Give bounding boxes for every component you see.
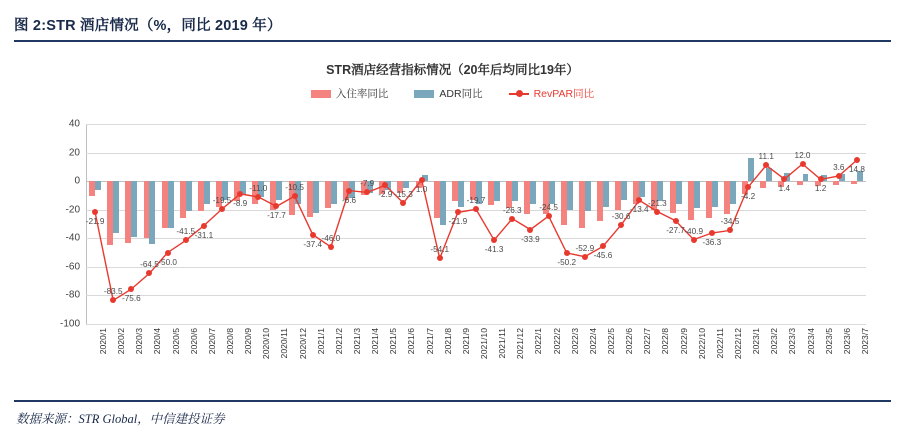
data-label: -40.9 [684, 226, 704, 236]
source-divider [14, 400, 891, 402]
data-point-marker [273, 203, 279, 209]
data-label: -19.5 [212, 196, 232, 205]
data-label: 14.8 [848, 165, 865, 174]
y-axis-tick-label: -60 [65, 261, 80, 273]
data-point-marker [328, 244, 334, 250]
data-point-marker [745, 184, 751, 190]
data-label: 3.6 [833, 163, 845, 172]
y-axis-tick-label: 0 [74, 175, 80, 187]
x-axis-tick-label: 2021/6 [406, 328, 417, 355]
data-label: -4.2 [741, 192, 756, 202]
legend-item-adr [414, 86, 482, 101]
x-axis-tick-label: 2023/6 [841, 328, 852, 355]
x-axis-tick-label: 2022/1 [533, 328, 544, 355]
data-point-marker [437, 255, 443, 261]
x-axis-tick-label: 2020/1 [98, 328, 109, 355]
data-point-marker [255, 194, 261, 200]
gridline [86, 324, 866, 325]
data-point-marker [92, 209, 98, 215]
y-axis-tick-label: -100 [59, 318, 80, 330]
x-axis-tick-label: 2021/9 [460, 328, 471, 355]
data-point-marker [636, 197, 642, 203]
data-point-marker [455, 209, 461, 215]
data-point-marker [654, 209, 660, 215]
x-axis-tick-label: 2021/3 [352, 328, 363, 355]
data-label: 11.1 [758, 152, 774, 162]
source-note: 数据来源：STR Global，中信建投证券 [16, 412, 225, 426]
x-axis-tick-label: 2021/7 [424, 328, 435, 355]
data-label: 1.4 [778, 184, 791, 194]
x-axis-tick-label: 2021/12 [515, 328, 526, 360]
data-label: -41.3 [484, 245, 504, 255]
x-axis-tick-label: 2023/4 [805, 328, 816, 355]
legend-label-occupancy: 入住率同比 [335, 88, 389, 100]
chart-area [14, 44, 891, 396]
data-point-marker [382, 182, 388, 188]
data-point-marker [292, 193, 298, 199]
x-axis-tick-label: 2022/12 [732, 328, 743, 360]
x-axis-tick-label: 2022/2 [551, 328, 562, 355]
data-point-marker [800, 161, 806, 167]
data-point-marker [128, 286, 134, 292]
data-point-marker [763, 162, 769, 168]
x-axis-tick-label: 2020/6 [188, 328, 199, 355]
legend-label-adr: ADR同比 [439, 88, 483, 100]
x-axis-tick-label: 2021/2 [333, 328, 344, 355]
x-axis-labels [86, 328, 870, 394]
data-label: -6.6 [341, 195, 357, 205]
x-axis-tick-label: 2021/5 [388, 328, 399, 355]
data-point-marker [727, 227, 733, 233]
y-axis-tick-label: -40 [65, 232, 80, 244]
data-label: -50.2 [557, 257, 577, 267]
legend-label-revpar: RevPAR同比 [533, 88, 595, 100]
data-point-marker [491, 237, 497, 243]
chart-legend [14, 86, 891, 101]
data-point-marker [781, 176, 787, 182]
data-point-marker [582, 254, 588, 260]
data-label: -45.6 [593, 251, 613, 261]
x-axis-tick-label: 2022/8 [660, 328, 671, 355]
data-label: -52.9 [575, 243, 595, 253]
page-title: 图 2:STR 酒店情况（%，同比 2019 年） [14, 18, 282, 34]
plot-area [59, 118, 866, 330]
data-label: -33.9 [521, 234, 540, 244]
data-point-marker [237, 191, 243, 197]
data-label: -31.1 [194, 230, 214, 240]
data-label: -27.7 [666, 225, 685, 235]
data-point-marker [527, 227, 533, 233]
data-label: -26.3 [502, 205, 522, 215]
data-point-marker [473, 206, 479, 212]
y-axis-tick-label: 40 [68, 118, 80, 130]
data-label: -19.7 [466, 196, 486, 206]
x-axis-tick-label: 2020/4 [152, 328, 163, 355]
x-axis-tick-label: 2022/4 [587, 328, 598, 355]
data-label: 1.0 [415, 184, 428, 194]
x-axis-tick-label: 2020/9 [243, 328, 254, 355]
legend-swatch-adr [414, 90, 434, 98]
data-label: -8.9 [233, 198, 248, 208]
data-label: -7.9 [360, 179, 375, 189]
data-point-marker [346, 188, 352, 194]
y-axis-tick-label: -20 [65, 204, 80, 216]
x-axis-tick-label: 2021/1 [315, 328, 326, 355]
data-label: -83.5 [103, 287, 123, 297]
x-axis-tick-label: 2022/5 [605, 328, 616, 355]
data-point-marker [673, 218, 679, 224]
data-point-marker [691, 237, 697, 243]
y-axis-tick-label: 20 [68, 147, 80, 159]
data-label: -13.4 [629, 205, 649, 215]
y-axis-tick-label: -80 [65, 289, 80, 301]
data-point-marker [419, 177, 425, 183]
x-axis-tick-label: 2022/10 [696, 328, 707, 360]
x-axis-tick-label: 2020/11 [279, 328, 290, 359]
data-label: -75.6 [122, 294, 141, 304]
legend-item-occupancy [311, 86, 389, 101]
x-axis-tick-label: 2020/12 [297, 328, 308, 360]
data-point-marker [201, 223, 207, 229]
data-label: -11.0 [249, 183, 268, 193]
data-point-marker [165, 250, 171, 256]
x-axis-tick-label: 2020/2 [116, 328, 127, 355]
x-axis-tick-label: 2021/10 [479, 328, 489, 360]
data-point-marker [564, 250, 570, 256]
data-label: -46.0 [321, 233, 341, 243]
data-point-marker [310, 232, 316, 238]
x-axis-tick-label: 2022/9 [678, 328, 689, 355]
data-point-marker [146, 270, 152, 276]
data-label: -64.5 [140, 260, 159, 270]
data-point-marker [836, 173, 842, 179]
data-label: -21.9 [448, 217, 468, 227]
data-point-marker [854, 157, 860, 163]
x-axis-tick-label: 2022/6 [624, 328, 635, 355]
data-point-marker [110, 297, 116, 303]
x-axis-tick-label: 2022/3 [569, 328, 580, 355]
data-label: -50.0 [158, 257, 177, 267]
data-label: -21.3 [648, 198, 667, 208]
legend-item-revpar [509, 86, 594, 101]
data-label: -10.5 [285, 183, 304, 193]
data-point-marker [818, 176, 824, 182]
x-axis-tick-label: 2023/7 [859, 328, 870, 355]
data-label: -15.3 [394, 190, 413, 199]
data-label: -2.9 [378, 190, 393, 200]
data-label: -30.6 [611, 211, 631, 221]
data-label: -21.9 [85, 217, 105, 227]
data-label: -41.5 [176, 227, 196, 237]
data-label: 12.0 [794, 151, 811, 160]
chart-title: STR酒店经营指标情况（20年后均同比19年） [326, 63, 579, 77]
x-axis-tick-label: 2020/8 [225, 328, 236, 355]
data-point-marker [400, 200, 406, 206]
data-point-marker [219, 206, 225, 212]
x-axis-tick-label: 2020/10 [261, 328, 272, 360]
data-label: -24.5 [539, 203, 558, 213]
data-label: -34.5 [720, 217, 740, 227]
x-axis-tick-label: 2020/7 [206, 328, 217, 355]
x-axis-tick-label: 2020/5 [170, 328, 181, 355]
data-point-marker [364, 189, 370, 195]
data-label: 1.2 [814, 184, 827, 194]
data-label: -36.3 [702, 238, 722, 247]
x-axis-tick-label: 2023/2 [769, 328, 780, 355]
legend-swatch-occupancy [311, 90, 331, 98]
x-axis-tick-label: 2022/11 [714, 328, 725, 359]
x-axis-tick-label: 2023/1 [751, 328, 762, 355]
x-axis-tick-label: 2021/4 [370, 328, 381, 355]
data-point-marker [618, 222, 624, 228]
x-axis-tick-label: 2022/7 [642, 328, 653, 355]
data-point-marker [509, 216, 515, 222]
data-label: -17.7 [267, 211, 286, 221]
data-label: -54.1 [430, 245, 450, 255]
x-axis-tick-label: 2023/5 [823, 328, 834, 355]
x-axis-tick-label: 2021/8 [442, 328, 453, 355]
x-axis-tick-label: 2021/11 [497, 328, 508, 359]
data-point-marker [600, 243, 606, 249]
x-axis-tick-label: 2020/3 [134, 328, 145, 355]
data-label: -37.4 [303, 239, 323, 249]
title-divider [14, 40, 891, 42]
data-point-marker [183, 237, 189, 243]
data-point-marker [546, 213, 552, 219]
data-point-marker [709, 230, 715, 236]
x-axis-tick-label: 2023/3 [787, 328, 798, 355]
legend-swatch-revpar [509, 93, 529, 95]
